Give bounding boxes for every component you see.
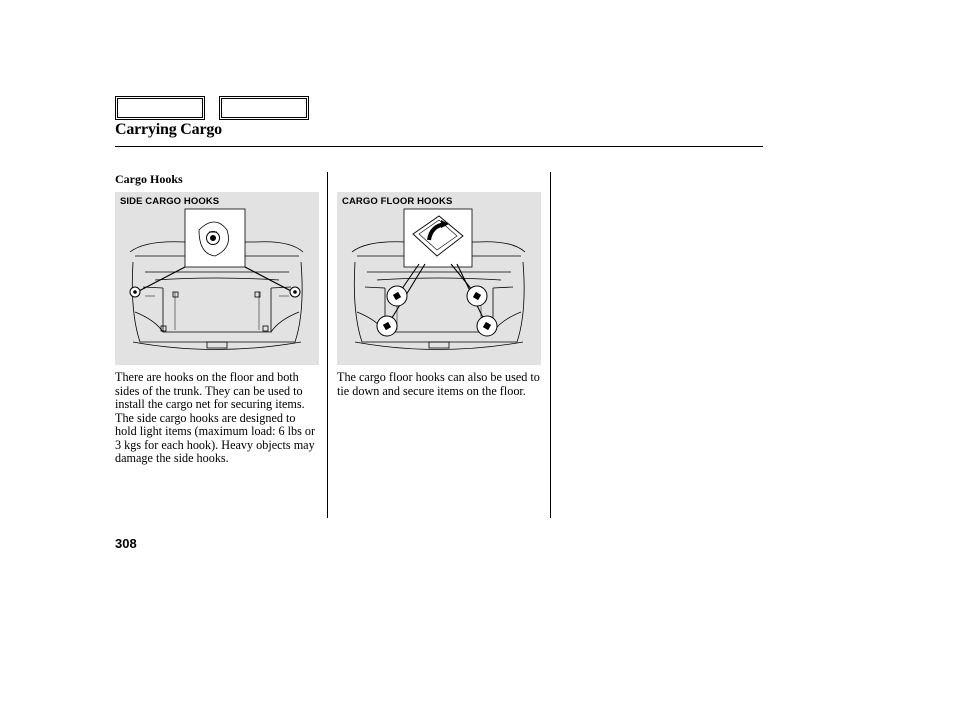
section-heading: Cargo Hooks — [115, 172, 183, 186]
trunk-drawing-floor — [337, 192, 541, 365]
floor-hooks-description: The cargo floor hooks can also be used to tie down and secure items on the floor. — [337, 370, 540, 398]
side-hooks-description: There are hooks on the floor and both sides of the trunk. They can be used to install the cargo net for securing items. The side cargo hooks are designed to hold light items (maximum load: 6 lbs or 3 kgs for each hook). Heavy objects may damage the side hooks. — [115, 370, 316, 465]
figure-label: CARGO FLOOR HOOKS — [342, 196, 453, 207]
column-divider — [550, 172, 551, 518]
column-divider — [327, 172, 328, 518]
cargo-floor-hooks-illustration — [337, 192, 541, 365]
nav-tab-box[interactable] — [219, 96, 309, 120]
page-number: 308 — [115, 536, 137, 551]
trunk-drawing-side — [115, 192, 319, 365]
figure-label: SIDE CARGO HOOKS — [120, 196, 220, 207]
nav-tab-box[interactable] — [115, 96, 205, 120]
side-cargo-hooks-illustration — [115, 192, 319, 365]
page-title: Carrying Cargo — [115, 121, 222, 138]
title-divider — [115, 146, 763, 147]
